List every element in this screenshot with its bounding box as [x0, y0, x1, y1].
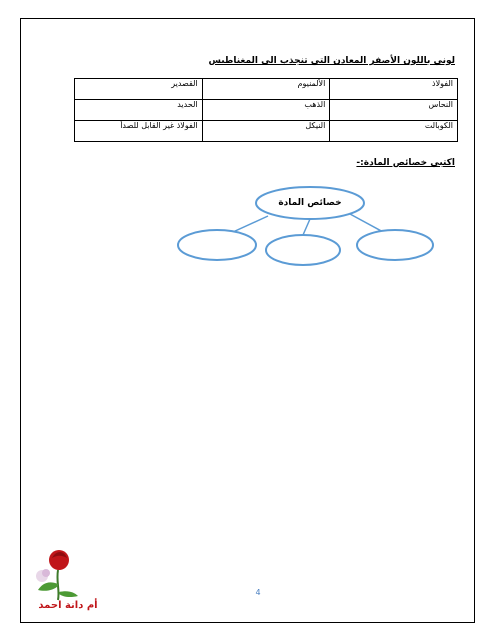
answer-ellipse-middle[interactable]: [266, 235, 340, 265]
answer-ellipse-left[interactable]: [178, 230, 256, 260]
table-cell[interactable]: الكوبالت: [330, 121, 458, 142]
rose-logo-icon: [28, 546, 88, 602]
page-number: 4: [255, 588, 261, 597]
table-cell[interactable]: القصدير: [75, 79, 203, 100]
connector-line: [350, 214, 385, 233]
table-cell[interactable]: الفولاذ غير القابل للصدأ: [75, 121, 203, 142]
table-cell[interactable]: الفولاذ: [330, 79, 458, 100]
center-label: خصائص المادة: [278, 198, 342, 208]
instruction-heading: لوني باللون الأصفر المعادن التي تنجذب الى المغناطيس: [208, 56, 455, 66]
table-cell[interactable]: النحاس: [330, 100, 458, 121]
properties-question: اكتبي خصائص المادة:-: [356, 158, 455, 168]
table-cell[interactable]: الذهب: [202, 100, 330, 121]
table-cell[interactable]: الألمنيوم: [202, 79, 330, 100]
table-cell[interactable]: النيكل: [202, 121, 330, 142]
logo-text: أم دانة احمد: [38, 600, 98, 611]
connector-line: [303, 219, 310, 235]
table-cell[interactable]: الحديد: [75, 100, 203, 121]
answer-ellipse-right[interactable]: [357, 230, 433, 260]
